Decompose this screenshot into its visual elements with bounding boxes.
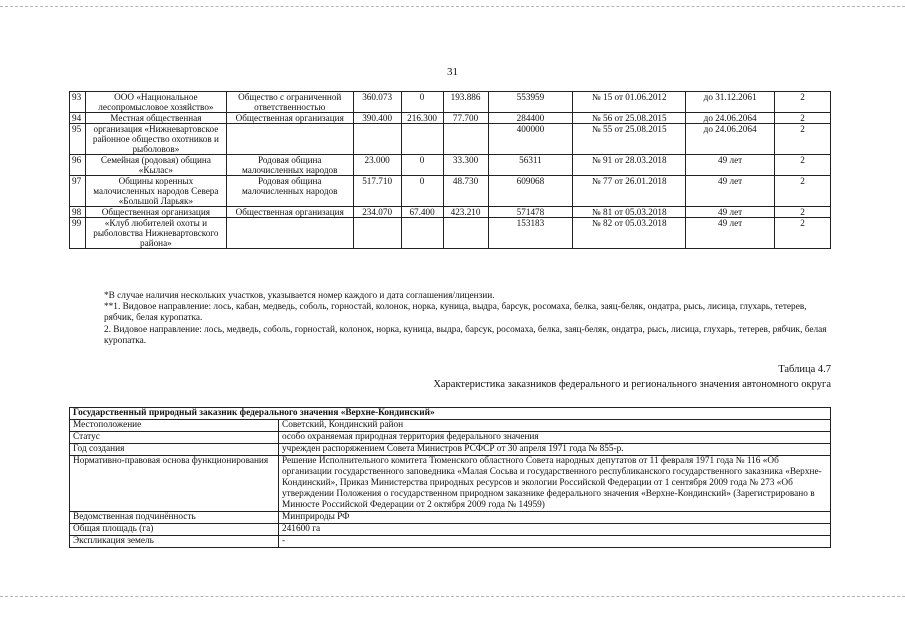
table-cell: 23.000 [353, 155, 401, 176]
table-cell [353, 124, 401, 155]
hunting-grounds-table [69, 91, 831, 249]
reserve-table-row [70, 444, 831, 456]
reserve-attribute-value: особо охраняемая природная территория федерального значения [279, 432, 831, 444]
reserve-table-row [70, 432, 831, 444]
reserve-attribute-value: - [279, 536, 831, 548]
table-cell: Семейная (родовая) община «Кылас» [85, 155, 226, 176]
table-cell: 2 [775, 207, 831, 218]
table-footnotes [66, 291, 836, 347]
table-cell: № 81 от 05.03.2018 [573, 207, 686, 218]
table-cell [443, 218, 488, 249]
table-cell: до 31.12.2061 [686, 92, 775, 113]
reserve-attribute-value: 241600 га [279, 524, 831, 536]
table-cell: 49 лет [686, 218, 775, 249]
reserve-table-heading-row [70, 408, 831, 420]
table-cell: 2 [775, 92, 831, 113]
reserve-attribute-label: Местоположение [70, 420, 279, 432]
table-cell: 284400 [488, 113, 573, 124]
reserve-attribute-label: Общая площадь (га) [70, 524, 279, 536]
table-row [70, 155, 831, 176]
reserve-attribute-label: Нормативно-правовая основа функционирования [70, 456, 279, 512]
table-cell: 193.886 [443, 92, 488, 113]
table-cell [401, 124, 443, 155]
table-cell: 97 [70, 176, 86, 207]
table-cell [401, 218, 443, 249]
table-title: Характеристика заказников федерального и регионального значения автономного округа [433, 379, 831, 390]
page-number: 31 [447, 66, 458, 78]
table-cell: 96 [70, 155, 86, 176]
table-cell: «Клуб любителей охоты и рыболовства Нижневартовского района» [85, 218, 226, 249]
table-cell: 93 [70, 92, 86, 113]
footnote-2: **1. Видовое направление: лось, кабан, медведь, соболь, горностай, колонок, норка, куница, выдра, барсук, росомаха, белка, заяц-беляк, ондатра, рысь, лисица, глухарь, тетерев, рябчик, белая куропатка. [104, 302, 807, 324]
table-cell: 2 [775, 113, 831, 124]
scan-edge-bottom [0, 596, 905, 597]
reserve-table-row [70, 512, 831, 524]
reserve-attribute-value: Минприроды РФ [279, 512, 831, 524]
table-caption: Таблица 4.7 [778, 364, 831, 375]
table-cell: № 91 от 28.03.2018 [573, 155, 686, 176]
table-cell: 571478 [488, 207, 573, 218]
table-cell: 49 лет [686, 207, 775, 218]
table-cell: 2 [775, 155, 831, 176]
table-cell: 67.400 [401, 207, 443, 218]
scan-edge-top [0, 6, 905, 7]
table-cell: 2 [775, 124, 831, 155]
reserve-attribute-value: Решение Исполнительного комитета Тюменского областного Совета народных депутатов от 11 февраля 1971 года № 116 «Об организации государственного заповедника «Малая Сосьва и государственного республиканского государственного заказника «Верхне-Кондинский», Приказ Министерства природных ресурсов и экологии Российской Федерации от 1 сентября 2009 года № 273 «Об утверждении Положения о государственном природном заказнике федерального значения «Верхне-Кондинский» (Зарегистрировано в Минюсте Российской Федерации от 2 октября 2009 года № 14959) [279, 456, 831, 512]
table-cell: 94 [70, 113, 86, 124]
reserve-attribute-label: Статус [70, 432, 279, 444]
reserve-attribute-label: Год создания [70, 444, 279, 456]
table-cell: 153183 [488, 218, 573, 249]
table-cell: № 82 от 05.03.2018 [573, 218, 686, 249]
reserve-table-row [70, 536, 831, 548]
table-cell: 360.073 [353, 92, 401, 113]
table-cell: 390.400 [353, 113, 401, 124]
table-cell: 609068 [488, 176, 573, 207]
table-cell: 33.300 [443, 155, 488, 176]
table-cell: Общественная организация [226, 207, 353, 218]
table-cell [226, 124, 353, 155]
table-cell: 0 [401, 176, 443, 207]
reserve-table-row [70, 420, 831, 432]
table-cell: Родовая община малочисленных народов [226, 176, 353, 207]
table-row [70, 207, 831, 218]
table-cell: ООО «Национальное лесопромысловое хозяйство» [85, 92, 226, 113]
table-cell [443, 124, 488, 155]
reserve-table [69, 407, 831, 548]
reserve-attribute-value: Советский, Кондинский район [279, 420, 831, 432]
table-cell: Общественная организация [85, 207, 226, 218]
table-row [70, 176, 831, 207]
table-cell: 95 [70, 124, 86, 155]
table-cell [226, 218, 353, 249]
table-cell: Местная общественная [85, 113, 226, 124]
table-cell: Родовая община малочисленных народов [226, 155, 353, 176]
reserve-table-heading: Государственный природный заказник федерального значения «Верхне-Кондинский» [70, 408, 831, 420]
table-cell: 517.710 [353, 176, 401, 207]
reserve-attribute-value: учрежден распоряжением Совета Министров РСФСР от 30 апреля 1971 года № 855-р. [279, 444, 831, 456]
table-cell: 234.070 [353, 207, 401, 218]
table-cell: № 55 от 25.08.2015 [573, 124, 686, 155]
table-cell: 2 [775, 218, 831, 249]
table-cell: до 24.06.2064 [686, 113, 775, 124]
table-cell: 98 [70, 207, 86, 218]
table-cell: № 15 от 01.06.2012 [573, 92, 686, 113]
table-cell [353, 218, 401, 249]
table-cell: 0 [401, 92, 443, 113]
reserve-attribute-label: Экспликация земель [70, 536, 279, 548]
table-cell: 400000 [488, 124, 573, 155]
reserve-attribute-label: Ведомственная подчинённость [70, 512, 279, 524]
table-row [70, 124, 831, 155]
table-cell: 77.700 [443, 113, 488, 124]
reserve-table-row [70, 456, 831, 512]
table-cell: Общественная организация [226, 113, 353, 124]
table-cell: 216.300 [401, 113, 443, 124]
table-cell: Общины коренных малочисленных народов Севера «Большой Ларьяк» [85, 176, 226, 207]
table-row [70, 92, 831, 113]
table-cell: 49 лет [686, 155, 775, 176]
table-cell: 553959 [488, 92, 573, 113]
table-row [70, 218, 831, 249]
table-cell: Общество с ограниченной ответственностью [226, 92, 353, 113]
table-cell: 99 [70, 218, 86, 249]
table-cell: № 56 от 25.08.2015 [573, 113, 686, 124]
table-cell: № 77 от 26.01.2018 [573, 176, 686, 207]
table-cell: 48.730 [443, 176, 488, 207]
table-cell: 423.210 [443, 207, 488, 218]
table-cell: организация «Нижневартовское районное общество охотников и рыболовов» [85, 124, 226, 155]
reserve-table-row [70, 524, 831, 536]
table-cell: 2 [775, 176, 831, 207]
table-cell: 0 [401, 155, 443, 176]
table-row [70, 113, 831, 124]
footnote-3: 2. Видовое направление: лось, медведь, соболь, горностай, колонок, норка, куница, выдра, барсук, росомаха, белка, заяц-беляк, ондатра, рысь, лисица, глухарь, тетерев, рябчик, белая куропатка. [104, 324, 827, 346]
table-cell: 56311 [488, 155, 573, 176]
table-cell: 49 лет [686, 176, 775, 207]
table-cell: до 24.06.2064 [686, 124, 775, 155]
footnote-1: *В случае наличия нескольких участков, указывается номер каждого и дата соглашения/лицензии. [104, 291, 495, 301]
